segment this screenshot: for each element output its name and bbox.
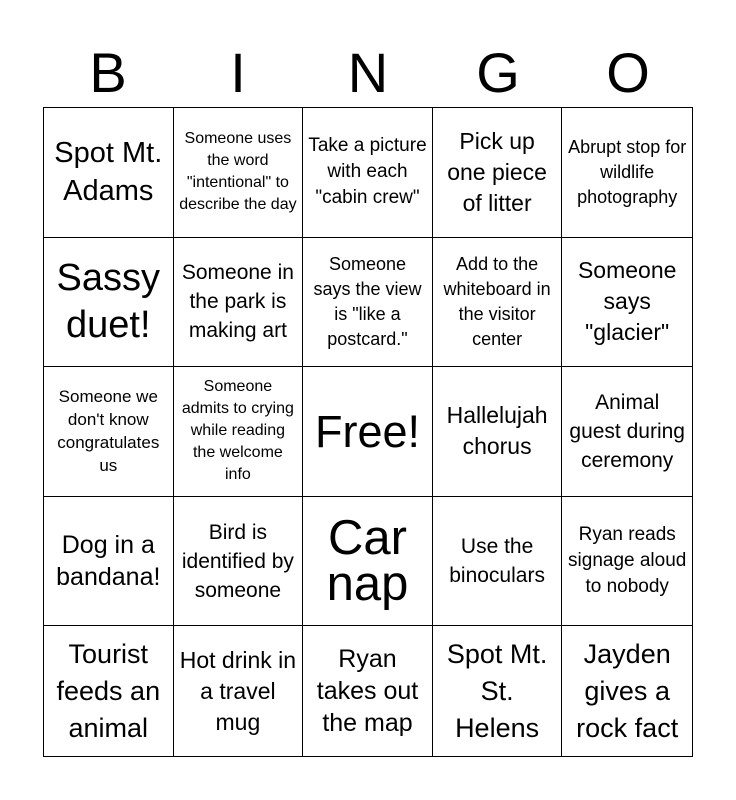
bingo-cell-r3c2[interactable]	[174, 367, 304, 497]
bingo-cell-r5c3[interactable]	[303, 626, 433, 756]
cell-text: Hot drink in a travel mug	[179, 646, 297, 735]
bingo-cell-r4c2[interactable]	[174, 497, 304, 627]
header-letter-n: N	[347, 41, 389, 104]
cell-text: Bird is identified by someone	[181, 520, 294, 602]
cell-text: Use the binoculars	[449, 535, 545, 588]
bingo-cell-r4c3[interactable]	[303, 497, 433, 627]
bingo-cell-r2c4[interactable]	[433, 238, 563, 368]
cell-text: Dog in a bandana!	[56, 531, 161, 592]
cell-text: Someone we don't know congratulates us	[57, 387, 160, 476]
cell-text: Ryan reads signage aloud to nobody	[568, 524, 687, 598]
bingo-cell-r5c1[interactable]	[44, 626, 174, 756]
cell-text: Someone uses the word "intentional" to describe the day	[179, 130, 297, 214]
header-letter-b: B	[89, 41, 127, 104]
cell-text: Spot Mt. St. Helens	[446, 638, 548, 743]
cell-text: Ryan takes out the map	[316, 645, 419, 738]
bingo-cell-r3c5[interactable]	[562, 367, 692, 497]
header-letter-i: I	[230, 41, 246, 104]
cell-text: Take a picture with each "cabin crew"	[308, 135, 427, 209]
cell-text: Someone in the park is making art	[181, 261, 294, 343]
cell-text: Someone admits to crying while reading the welcome info	[181, 378, 294, 484]
bingo-cell-r1c3[interactable]	[303, 108, 433, 238]
header-letter-o: O	[606, 41, 650, 104]
bingo-cell-r2c5[interactable]	[562, 238, 692, 368]
bingo-cell-r1c5[interactable]	[562, 108, 692, 238]
cell-text: Animal guest during ceremony	[569, 390, 685, 472]
bingo-cell-r1c1[interactable]	[44, 108, 174, 238]
bingo-cell-r4c5[interactable]	[562, 497, 692, 627]
bingo-cell-r2c1[interactable]	[44, 238, 174, 368]
bingo-cell-r3c3-free[interactable]	[303, 367, 433, 497]
bingo-cell-r3c1[interactable]	[44, 367, 174, 497]
bingo-cell-r3c4[interactable]	[433, 367, 563, 497]
bingo-cell-r5c2[interactable]	[174, 626, 304, 756]
bingo-cell-r4c4[interactable]	[433, 497, 563, 627]
cell-text: Sassy duet!	[56, 256, 161, 346]
bingo-header	[43, 40, 693, 106]
cell-text: Hallelujah chorus	[446, 402, 548, 460]
bingo-grid	[43, 107, 693, 757]
cell-text: Jayden gives a rock fact	[576, 638, 679, 743]
header-letter-g: G	[476, 41, 520, 104]
cell-text: Free!	[314, 405, 420, 457]
bingo-cell-r1c4[interactable]	[433, 108, 563, 238]
bingo-cell-r2c3[interactable]	[303, 238, 433, 368]
cell-text: Someone says "glacier"	[577, 257, 677, 346]
cell-text: Pick up one piece of litter	[447, 127, 547, 216]
bingo-cell-r2c2[interactable]	[174, 238, 304, 368]
cell-text: Someone says the view is "like a postcard."	[313, 253, 422, 349]
cell-text: Tourist feeds an animal	[56, 638, 161, 743]
cell-text: Add to the whiteboard in the visitor center	[443, 253, 551, 349]
bingo-cell-r5c4[interactable]	[433, 626, 563, 756]
bingo-cell-r4c1[interactable]	[44, 497, 174, 627]
cell-text: Spot Mt. Adams	[54, 137, 163, 208]
bingo-cell-r1c2[interactable]	[174, 108, 304, 238]
cell-text: Car nap	[326, 511, 409, 612]
bingo-cell-r5c5[interactable]	[562, 626, 692, 756]
cell-text: Abrupt stop for wildlife photography	[568, 136, 687, 207]
